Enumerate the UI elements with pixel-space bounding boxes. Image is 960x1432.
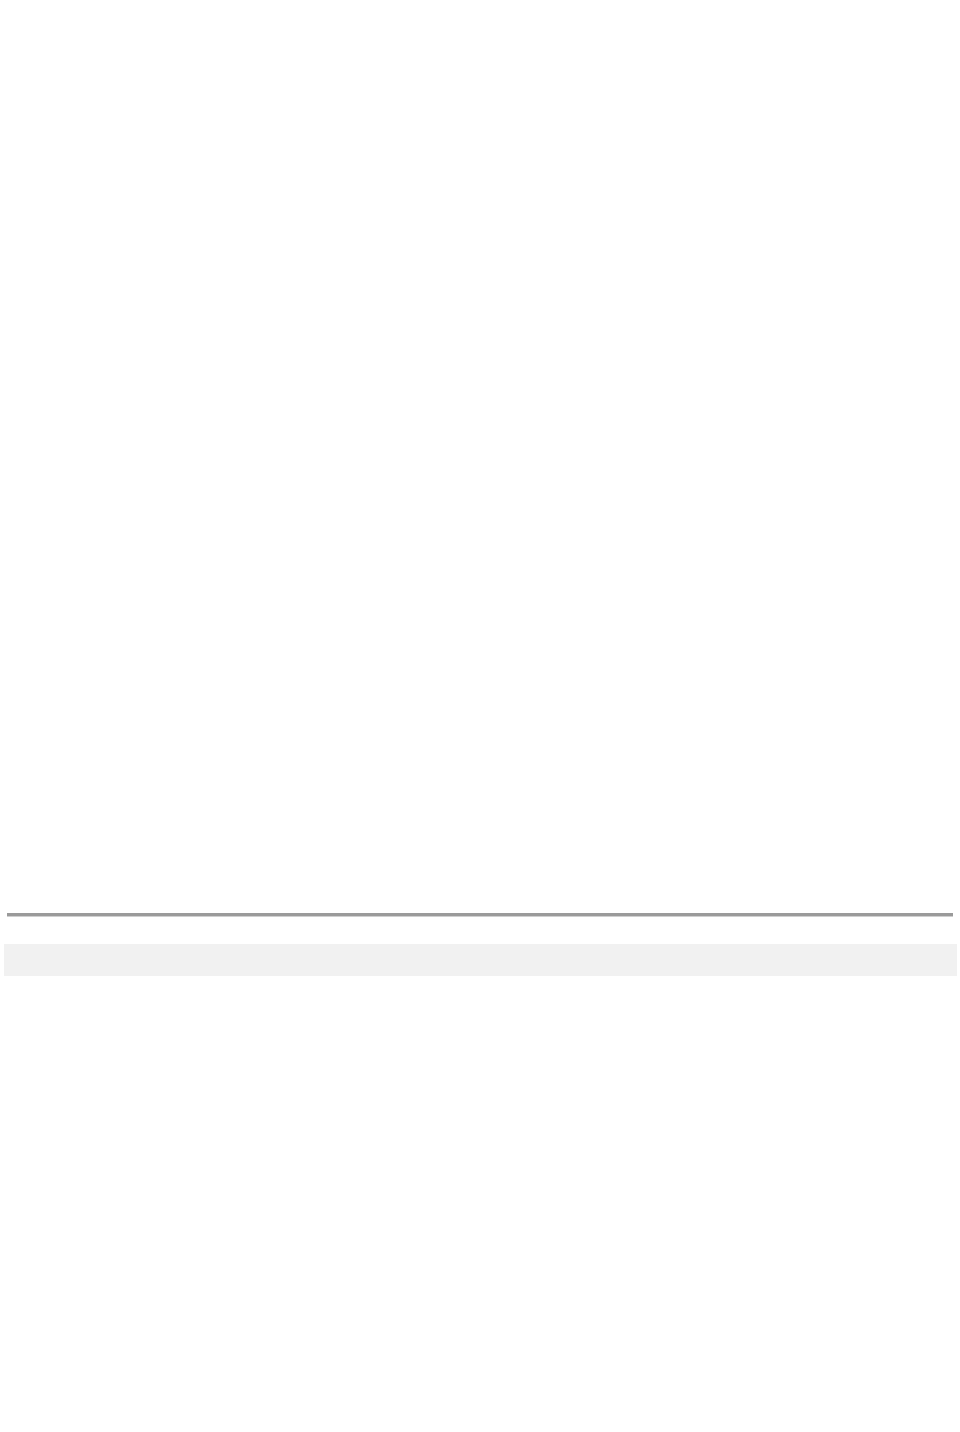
page-header-bar bbox=[4, 944, 957, 976]
page-separator bbox=[7, 913, 953, 917]
